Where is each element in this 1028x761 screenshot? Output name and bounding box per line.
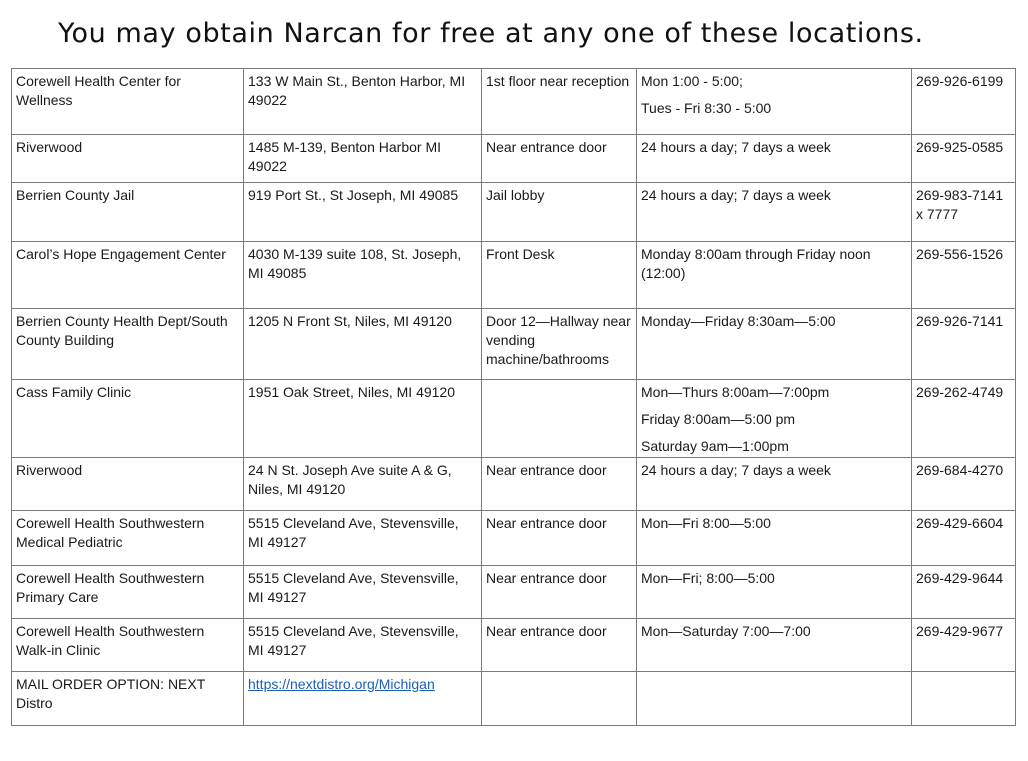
table-row [12,309,1016,380]
phone-cell: 269-429-6604 [912,511,1016,566]
pickup-location-cell: Near entrance door [482,135,637,183]
table-row [12,183,1016,242]
phone-cell: 269-429-9644 [912,566,1016,619]
table-row [12,69,1016,135]
phone-cell: 269-556-1526 [912,242,1016,309]
hours-line: Mon—Fri; 8:00—5:00 [641,570,775,586]
pickup-location-cell: Front Desk [482,242,637,309]
pickup-location-cell: Near entrance door [482,511,637,566]
hours-line: Saturday 9am—1:00pm [641,438,789,454]
hours-line: Monday 8:00am through Friday noon (12:00) [641,246,871,281]
address-cell: 24 N St. Joseph Ave suite A & G, Niles, MI 49120 [244,458,482,511]
table-row [12,135,1016,183]
location-name-cell: Riverwood [12,135,244,183]
pickup-location-cell: Near entrance door [482,619,637,672]
address-cell: 5515 Cleveland Ave, Stevensville, MI 49127 [244,566,482,619]
phone-cell: 269-926-7141 [912,309,1016,380]
table-row [12,672,1016,726]
address-cell [244,672,482,726]
phone-cell [912,672,1016,726]
location-name-cell: Berrien County Health Dept/South County Building [12,309,244,380]
hours-cell [637,672,912,726]
address-cell: 1205 N Front St, Niles, MI 49120 [244,309,482,380]
address-cell: 1485 M-139, Benton Harbor MI 49022 [244,135,482,183]
address-cell: 919 Port St., St Joseph, MI 49085 [244,183,482,242]
locations-table-body [12,69,1016,726]
phone-cell: 269-684-4270 [912,458,1016,511]
address-cell: 5515 Cleveland Ave, Stevensville, MI 49127 [244,619,482,672]
phone-cell: 269-429-9677 [912,619,1016,672]
pickup-location-cell [482,672,637,726]
table-row [12,566,1016,619]
phone-cell: 269-926-6199 [912,69,1016,135]
hours-line: Mon—Thurs 8:00am—7:00pm [641,384,830,400]
page-title: You may obtain Narcan for free at any one of these locations. [58,18,924,49]
pickup-location-cell [482,380,637,458]
hours-line: Monday—Friday 8:30am—5:00 [641,313,836,329]
hours-cell [637,69,912,135]
hours-cell [637,619,912,672]
hours-line: 24 hours a day; 7 days a week [641,139,831,155]
phone-cell: 269-983-7141 x 7777 [912,183,1016,242]
location-name-cell: Carol’s Hope Engagement Center [12,242,244,309]
hours-cell [637,458,912,511]
location-name-cell: Cass Family Clinic [12,380,244,458]
hours-line: Mon—Saturday 7:00—7:00 [641,623,811,639]
address-cell: 133 W Main St., Benton Harbor, MI 49022 [244,69,482,135]
pickup-location-cell: Door 12—Hallway near vending machine/bathrooms [482,309,637,380]
pickup-location-cell: 1st floor near reception [482,69,637,135]
table-row [12,511,1016,566]
locations-table [11,68,1016,726]
table-row [12,380,1016,458]
location-name-cell: Corewell Health Center for Wellness [12,69,244,135]
address-cell: 1951 Oak Street, Niles, MI 49120 [244,380,482,458]
hours-line: Tues - Fri 8:30 - 5:00 [641,100,772,116]
table-row [12,619,1016,672]
nextdistro-link[interactable]: https://nextdistro.org/Michigan [248,676,435,692]
location-name-cell: Corewell Health Southwestern Medical Pediatric [12,511,244,566]
pickup-location-cell: Near entrance door [482,458,637,511]
hours-line: Mon 1:00 - 5:00; [641,73,743,89]
hours-line: 24 hours a day; 7 days a week [641,462,831,478]
table-row [12,458,1016,511]
address-cell: 4030 M-139 suite 108, St. Joseph, MI 49085 [244,242,482,309]
pickup-location-cell: Jail lobby [482,183,637,242]
pickup-location-cell: Near entrance door [482,566,637,619]
phone-cell: 269-925-0585 [912,135,1016,183]
hours-cell [637,183,912,242]
location-name-cell: MAIL ORDER OPTION: NEXT Distro [12,672,244,726]
hours-cell [637,309,912,380]
hours-cell [637,135,912,183]
table-row [12,242,1016,309]
location-name-cell: Corewell Health Southwestern Walk-in Clinic [12,619,244,672]
location-name-cell: Corewell Health Southwestern Primary Care [12,566,244,619]
address-cell: 5515 Cleveland Ave, Stevensville, MI 49127 [244,511,482,566]
hours-cell [637,242,912,309]
hours-cell [637,566,912,619]
hours-cell [637,380,912,458]
hours-cell [637,511,912,566]
hours-line: Mon—Fri 8:00—5:00 [641,515,771,531]
hours-line: 24 hours a day; 7 days a week [641,187,831,203]
phone-cell: 269-262-4749 [912,380,1016,458]
location-name-cell: Berrien County Jail [12,183,244,242]
hours-line: Friday 8:00am—5:00 pm [641,411,796,427]
location-name-cell: Riverwood [12,458,244,511]
